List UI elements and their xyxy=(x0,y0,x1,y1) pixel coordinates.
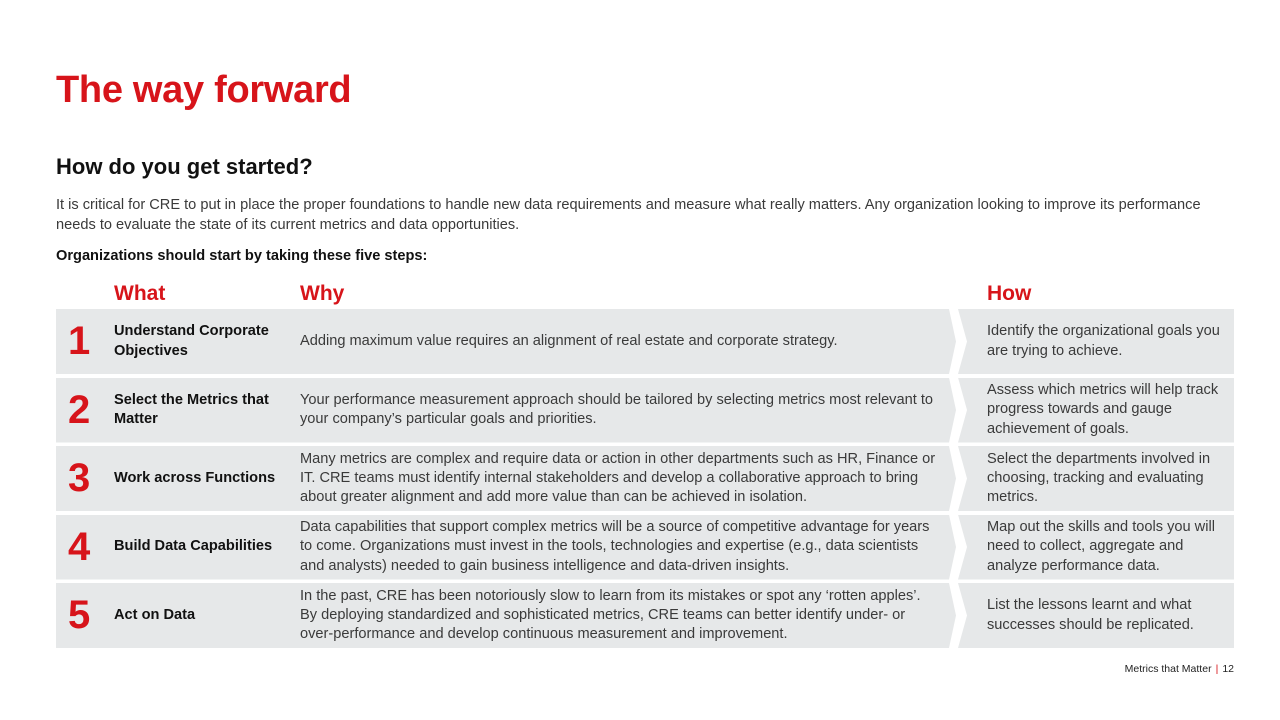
step-why: Adding maximum value requires an alignment of real estate and corporate strategy. xyxy=(300,332,838,349)
step-why: Many metrics are complex and require data or action in other departments such as HR, Finance or IT. CRE teams must identify internal stakeholders and develop a collaborative approach to bring about greater alignment and add more value than can be achieved in isolation. xyxy=(300,450,936,506)
page-footer xyxy=(1125,662,1234,676)
step-what: Act on Data xyxy=(114,606,196,623)
step-row xyxy=(56,446,1234,511)
step-number: 4 xyxy=(68,524,91,569)
footer-separator: | xyxy=(1215,663,1219,675)
section-heading: How do you get started? xyxy=(56,154,313,179)
page-title: The way forward xyxy=(56,69,352,111)
page-number: 12 xyxy=(1222,663,1234,675)
step-row xyxy=(56,309,1234,374)
step-what: Build Data Capabilities xyxy=(114,538,273,555)
step-what: Understand Corporate Objectives xyxy=(114,323,269,359)
step-number: 2 xyxy=(68,387,91,432)
step-number: 5 xyxy=(68,593,91,637)
step-number: 3 xyxy=(68,456,91,500)
steps-table xyxy=(56,309,1234,652)
intro-paragraph: It is critical for CRE to put in place the proper foundations to handle new data requirements and measure what really matters. Any organization looking to improve its performance needs to evaluate the state of its current metrics and data opportunities. xyxy=(56,197,1201,233)
step-row xyxy=(56,378,1234,443)
column-header-how: How xyxy=(987,282,1032,305)
step-number: 1 xyxy=(68,319,91,363)
step-row xyxy=(56,515,1234,580)
step-how: Select the departments involved in choosing, tracking and evaluating metrics. xyxy=(987,450,1211,506)
step-why: In the past, CRE has been notoriously slow to learn from its mistakes or spot any ‘rotten apples’. By deploying standardized and sophisticated metrics, CRE teams can better identify under- or over-performance and develop continuous measurement and improvement. xyxy=(300,587,921,643)
step-what: Select the Metrics that Matter xyxy=(114,391,269,427)
step-how: List the lessons learnt and what successes should be replicated. xyxy=(987,597,1194,633)
column-header-what: What xyxy=(114,282,166,305)
step-how: Map out the skills and tools you will need to collect, aggregate and analyze performance data. xyxy=(987,519,1215,574)
step-what: Work across Functions xyxy=(114,469,276,486)
step-why: Data capabilities that support complex metrics will be a source of competitive advantage for years to come. Organizations must invest in the tools, technologies and expertise (e.g., data scientists and analysts) needed to gain business intelligence and data-driven insights. xyxy=(300,519,930,574)
column-header-why: Why xyxy=(300,282,345,305)
steps-lead-text: Organizations should start by taking these five steps: xyxy=(56,248,428,264)
step-row xyxy=(56,583,1234,648)
step-how: Assess which metrics will help track progress towards and gauge achievement of goals. xyxy=(987,382,1219,437)
step-why: Your performance measurement approach should be tailored by selecting metrics most relevant to your company’s particular goals and priorities. xyxy=(300,391,933,427)
footer-doc-title: Metrics that Matter xyxy=(1124,663,1212,675)
step-how: Identify the organizational goals you are trying to achieve. xyxy=(987,323,1220,359)
